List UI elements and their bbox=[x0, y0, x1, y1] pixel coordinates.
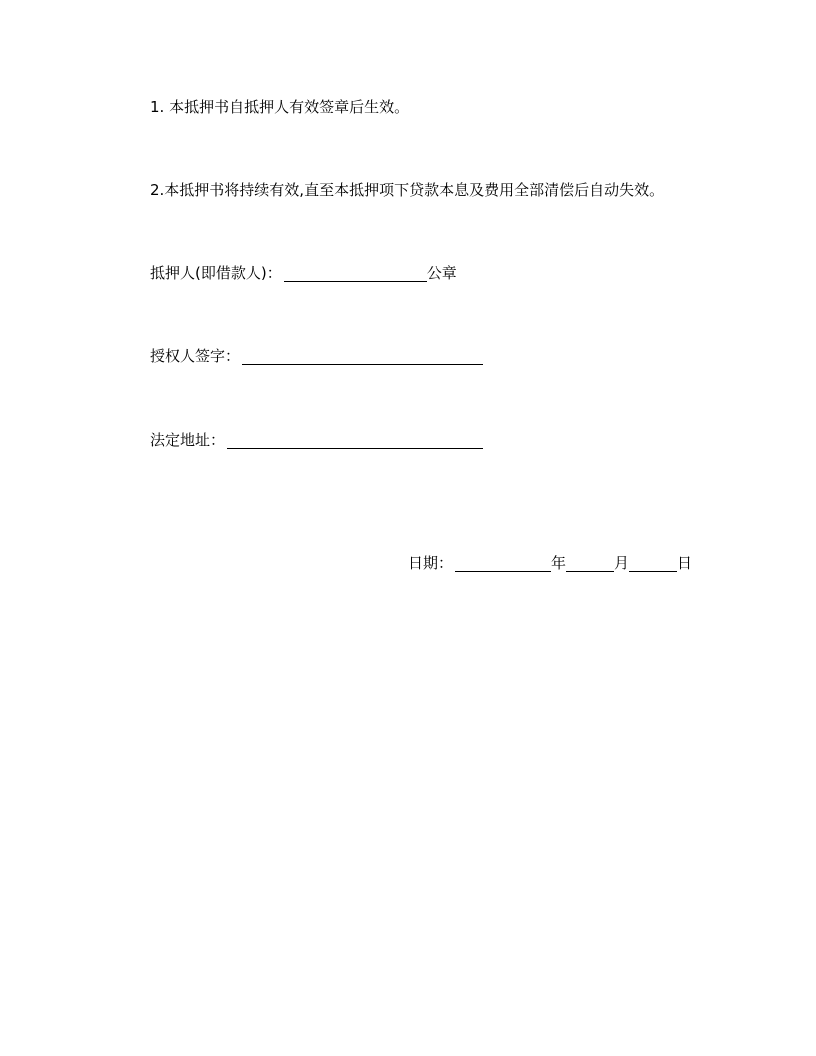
year-blank bbox=[455, 557, 551, 572]
year-label: 年 bbox=[551, 554, 567, 572]
month-label: 月 bbox=[614, 554, 630, 572]
legal-address-blank bbox=[227, 434, 483, 449]
mortgagor-label: 抵押人(即借款人)： bbox=[150, 264, 282, 282]
date-label: 日期： bbox=[408, 554, 454, 572]
clause-1-effective-date: 1. 本抵押书自抵押人有效签章后生效。 bbox=[150, 98, 410, 116]
mortgagor-blank bbox=[284, 267, 427, 282]
clause-2-duration: 2.本抵押书将持续有效,直至本抵押项下贷款本息及费用全部清偿后自动失效。 bbox=[150, 181, 665, 199]
seal-label: 公章 bbox=[426, 264, 457, 282]
date-field bbox=[408, 553, 692, 573]
mortgagor-field bbox=[150, 263, 457, 283]
month-blank bbox=[566, 557, 614, 572]
day-blank bbox=[629, 557, 677, 572]
legal-address-field bbox=[150, 430, 483, 450]
authorized-signature-label: 授权人签字： bbox=[150, 347, 241, 365]
authorized-signature-blank bbox=[242, 350, 483, 365]
day-label: 日 bbox=[677, 554, 693, 572]
legal-address-label: 法定地址： bbox=[150, 431, 226, 449]
authorized-signature-field bbox=[150, 346, 483, 366]
